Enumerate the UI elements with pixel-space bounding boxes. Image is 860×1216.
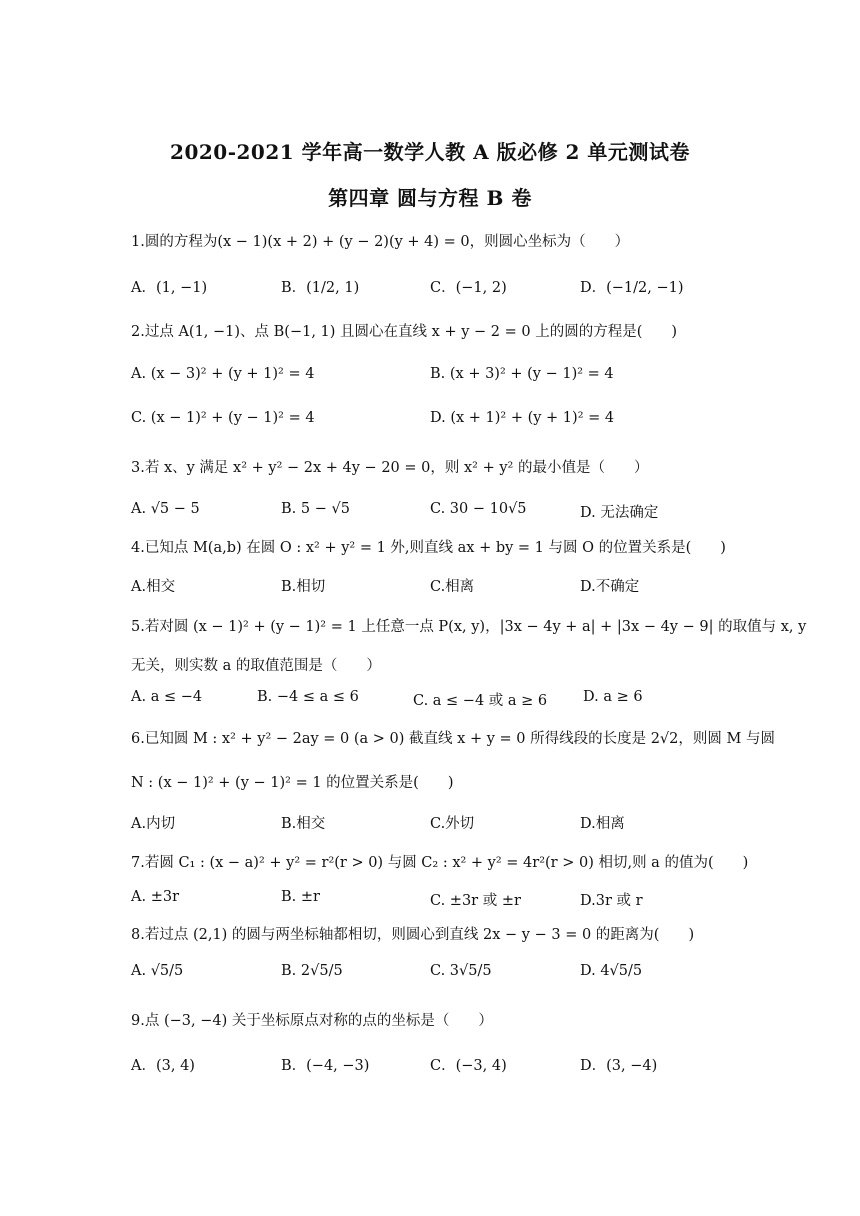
question-8-option-c: C. 3√5/5 (430, 963, 492, 979)
question-1-option-c: C．(−1, 2) (430, 280, 507, 296)
question-4-stem: 4.已知点 M(a,b) 在圆 O : x² + y² = 1 外,则直线 ax + by = 1 与圆 O 的位置关系是( ) (131, 540, 726, 556)
question-5-option-d: D. a ≥ 6 (583, 689, 643, 705)
question-1-option-d: D．(−1/2, −1) (580, 280, 684, 296)
question-9-stem: 9.点 (−3, −4) 关于坐标原点对称的点的坐标是（ ） (131, 1013, 493, 1029)
question-6-stem-line-1: 6.已知圆 M : x² + y² − 2ay = 0 (a > 0) 截直线 x + y = 0 所得线段的长度是 2√2，则圆 M 与圆 (131, 731, 775, 747)
question-8-option-b: B. 2√5/5 (281, 963, 343, 979)
question-7-option-b: B. ±r (281, 889, 320, 905)
question-6-option-a: A.内切 (131, 816, 176, 832)
question-9-option-a: A．(3, 4) (131, 1058, 195, 1074)
question-2-option-d: D. (x + 1)² + (y + 1)² = 4 (430, 410, 615, 426)
question-8-stem: 8.若过点 (2,1) 的圆与两坐标轴都相切，则圆心到直线 2x − y − 3 = 0 的距离为( ) (131, 927, 695, 943)
question-2-option-a: A. (x − 3)² + (y + 1)² = 4 (131, 366, 315, 382)
exam-subtitle: 第四章 圆与方程 B 卷 (328, 186, 532, 210)
question-3-option-b: B. 5 − √5 (281, 501, 350, 517)
question-8-option-d: D. 4√5/5 (580, 963, 643, 979)
question-9-option-c: C．(−3, 4) (430, 1058, 507, 1074)
question-1-option-a: A．(1, −1) (131, 280, 208, 296)
question-4-option-c: C.相离 (430, 579, 475, 595)
question-7-option-d: D.3r 或 r (580, 893, 643, 909)
question-6-stem-line-2: N : (x − 1)² + (y − 1)² = 1 的位置关系是( ) (131, 775, 454, 791)
question-1-stem: 1.圆的方程为(x − 1)(x + 2) + (y − 2)(y + 4) = 0，则圆心坐标为（ ） (131, 234, 630, 250)
question-2-stem: 2.过点 A(1, −1)、点 B(−1, 1) 且圆心在直线 x + y − 2 = 0 上的圆的方程是( ) (131, 324, 678, 340)
question-3-option-d: D. 无法确定 (580, 505, 659, 521)
question-3-option-a: A. √5 − 5 (131, 501, 200, 517)
question-7-option-a: A. ±3r (131, 889, 179, 905)
question-5-stem-line-1: 5.若对圆 (x − 1)² + (y − 1)² = 1 上任意一点 P(x, y)，|3x − 4y + a| + |3x − 4y − 9| 的取值与 x, y (131, 619, 807, 635)
question-4-option-b: B.相切 (281, 579, 326, 595)
question-4-option-d: D.不确定 (580, 579, 640, 595)
question-7-option-c: C. ±3r 或 ±r (430, 893, 521, 909)
question-8-option-a: A. √5/5 (131, 963, 184, 979)
question-1-option-b: B．(1/2, 1) (281, 280, 360, 296)
question-4-option-a: A.相交 (131, 579, 176, 595)
question-5-stem-line-2: 无关，则实数 a 的取值范围是（ ） (131, 658, 381, 674)
question-5-option-b: B. −4 ≤ a ≤ 6 (257, 689, 359, 705)
exam-title: 2020-2021 学年高一数学人教 A 版必修 2 单元测试卷 (170, 140, 690, 164)
question-2-option-c: C. (x − 1)² + (y − 1)² = 4 (131, 410, 315, 426)
question-5-option-c: C. a ≤ −4 或 a ≥ 6 (413, 693, 548, 709)
question-5-option-a: A. a ≤ −4 (131, 689, 203, 705)
question-2-option-b: B. (x + 3)² + (y − 1)² = 4 (430, 366, 614, 382)
question-9-option-b: B．(−4, −3) (281, 1058, 370, 1074)
question-6-option-d: D.相离 (580, 816, 625, 832)
question-3-option-c: C. 30 − 10√5 (430, 501, 527, 517)
question-3-stem: 3.若 x、y 满足 x² + y² − 2x + 4y − 20 = 0，则 x² + y² 的最小值是（ ） (131, 460, 649, 476)
question-6-option-b: B.相交 (281, 816, 326, 832)
question-9-option-d: D．(3, −4) (580, 1058, 658, 1074)
question-7-stem: 7.若圆 C₁ : (x − a)² + y² = r²(r > 0) 与圆 C₂ : x² + y² = 4r²(r > 0) 相切,则 a 的值为( ) (131, 855, 749, 871)
question-6-option-c: C.外切 (430, 816, 475, 832)
